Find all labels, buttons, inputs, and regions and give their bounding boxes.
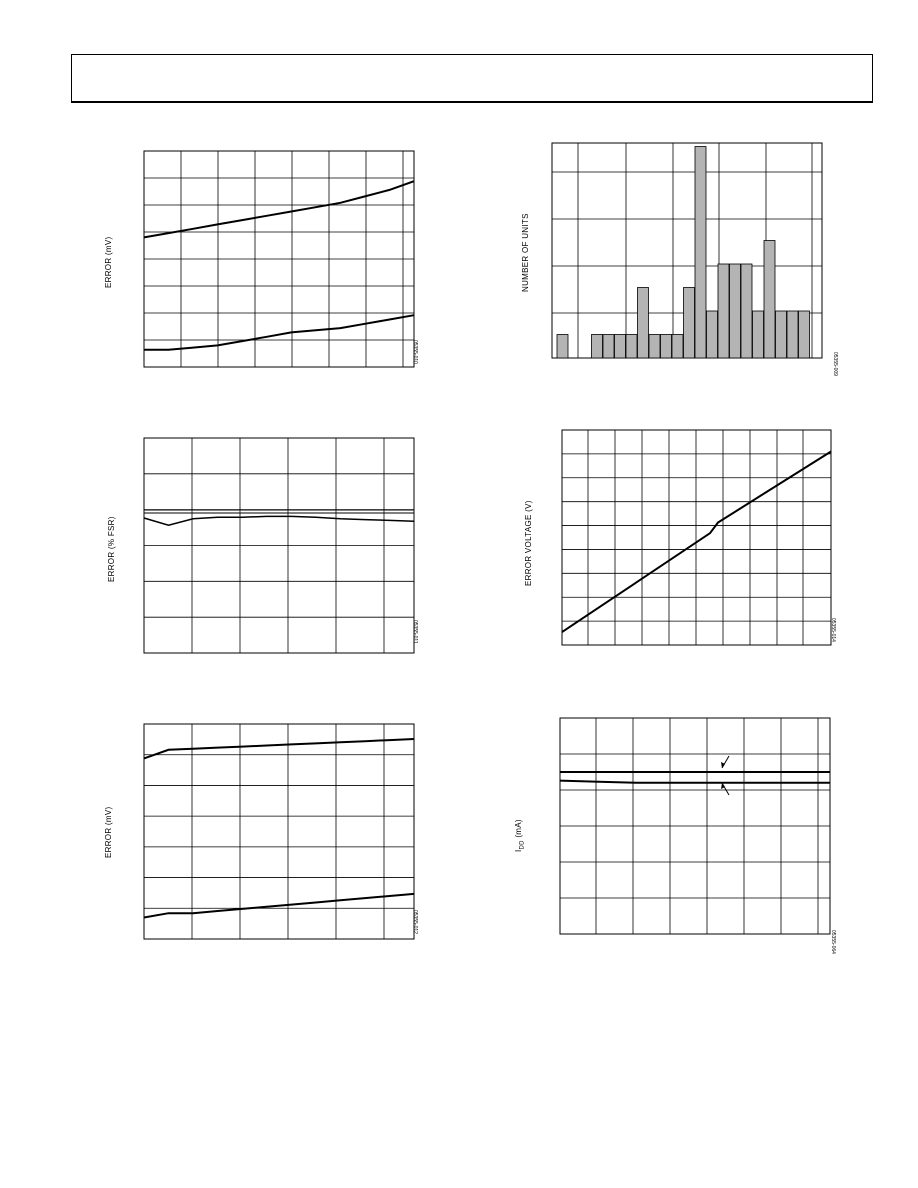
c4-bar-16	[741, 264, 752, 358]
c4-bar-10	[672, 335, 683, 359]
c3-ylabel	[104, 807, 113, 858]
c4-bar-6	[626, 335, 637, 359]
c2-figure-id: 05355-011	[412, 620, 418, 644]
c1-series-1	[144, 315, 414, 350]
c4-bar-17	[753, 311, 764, 358]
c4-bar-20	[787, 311, 798, 358]
c2-ylabel	[107, 516, 116, 582]
c5-ylabel	[524, 500, 533, 586]
c6-ylabel-text: I	[514, 849, 523, 852]
c4-bar-15	[730, 264, 741, 358]
c4-bar-7	[638, 288, 649, 359]
c4-bar-12	[695, 147, 706, 359]
c6-series-1	[560, 781, 830, 783]
c6-figure-id: 05355-064	[830, 930, 836, 954]
c5-plot-frame	[562, 430, 831, 645]
c4-bar-9	[661, 335, 672, 359]
c4-bar-0	[557, 335, 568, 359]
c4-ylabel-text: NUMBER OF UNITS	[521, 213, 530, 292]
c5-figure-id: 05355-014	[830, 618, 836, 642]
c4-bar-8	[649, 335, 660, 359]
c1-ylabel	[104, 237, 113, 288]
c4-figure-id: 05355-009	[832, 352, 838, 376]
c4-bar-5	[615, 335, 626, 359]
c6-ylabel-sub: DD	[519, 840, 526, 850]
c4-bar-18	[764, 241, 775, 359]
c2-series-1	[144, 516, 414, 525]
c2-ylabel-text: ERROR (% FSR)	[107, 516, 116, 582]
c3-plot-frame	[144, 724, 414, 939]
c1-series-0	[144, 181, 414, 237]
c4-bar-14	[718, 264, 729, 358]
c4-bar-3	[592, 335, 603, 359]
c1-ylabel-text: ERROR (mV)	[104, 236, 113, 288]
c3-figure-id: 05355-012	[412, 910, 418, 934]
c5-series-0	[562, 452, 831, 633]
c4-bar-19	[776, 311, 787, 358]
c5-ylabel-text: ERROR VOLTAGE (V)	[524, 500, 533, 586]
c3-series-1	[144, 894, 414, 918]
c3-series-0	[144, 739, 414, 758]
c6-ylabel	[514, 819, 526, 852]
c4-bar-11	[684, 288, 695, 359]
c3-ylabel-text: ERROR (mV)	[104, 806, 113, 858]
c1-figure-id: 05355-010	[412, 340, 418, 364]
c4-ylabel	[521, 213, 530, 292]
c6-ylabel-unit: (mA)	[514, 819, 523, 841]
c4-bar-4	[603, 335, 614, 359]
c4-bar-13	[707, 311, 718, 358]
c4-bar-21	[799, 311, 810, 358]
